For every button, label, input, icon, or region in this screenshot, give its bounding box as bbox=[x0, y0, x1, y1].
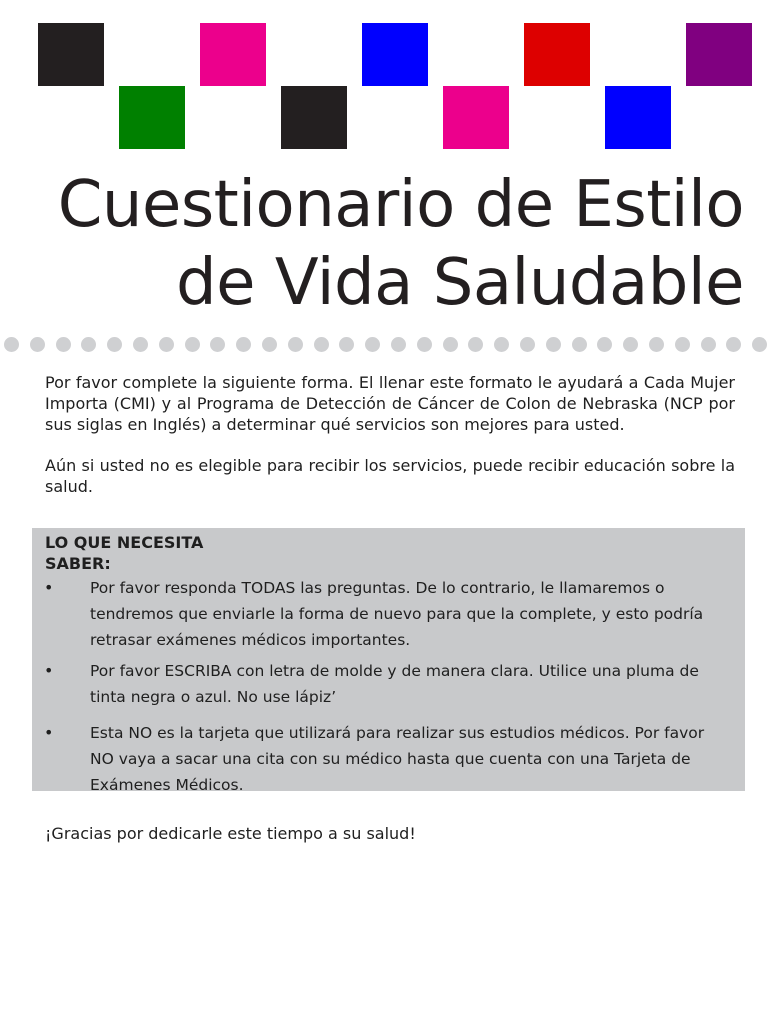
divider-dot bbox=[262, 337, 277, 352]
green-square bbox=[119, 86, 185, 149]
divider-dot bbox=[133, 337, 148, 352]
red-square bbox=[524, 23, 590, 86]
divider-dot bbox=[572, 337, 587, 352]
divider-dot bbox=[107, 337, 122, 352]
bullet-icon: • bbox=[44, 661, 54, 680]
divider-dot bbox=[314, 337, 329, 352]
page-title-line-2: de Vida Saludable bbox=[176, 246, 744, 320]
info-box bbox=[32, 528, 745, 794]
divider-dot bbox=[56, 337, 71, 352]
divider-dot bbox=[520, 337, 535, 352]
divider-dot bbox=[546, 337, 561, 352]
divider-dot bbox=[443, 337, 458, 352]
bullet-icon: • bbox=[44, 578, 54, 597]
divider-dot bbox=[185, 337, 200, 352]
list-item-text: Esta NO es la tarjeta que utilizará para realizar sus estudios médicos. Por favor NO vaya a sacar una cita con su médico hasta que cuenta con una Tarjeta de Exámenes Médicos. bbox=[90, 724, 705, 794]
magenta-square bbox=[443, 86, 509, 149]
list-item-text: Por favor ESCRIBA con letra de molde y de manera clara. Utilice una pluma de tinta negra o azul. No use lápiz’ bbox=[90, 662, 699, 706]
purple-square bbox=[686, 23, 752, 86]
divider-dot bbox=[210, 337, 225, 352]
divider-dot bbox=[365, 337, 380, 352]
divider-dot bbox=[752, 337, 767, 352]
divider-dot bbox=[623, 337, 638, 352]
info-box-heading: LO QUE NECESITA SABER: bbox=[45, 533, 204, 573]
divider-dot bbox=[468, 337, 483, 352]
page-title-line-1: Cuestionario de Estilo bbox=[57, 168, 744, 242]
divider-dot bbox=[159, 337, 174, 352]
divider-dot bbox=[339, 337, 354, 352]
eligibility-paragraph: Aún si usted no es elegible para recibir los servicios, puede recibir educación sobre la salud. bbox=[45, 456, 735, 496]
list-item-text: Por favor responda TODAS las preguntas. De lo contrario, le llamaremos o tendremos que enviarle la forma de nuevo para que la complete, y esto podría retrasar exámenes médicos importantes. bbox=[90, 579, 704, 649]
black-square bbox=[281, 86, 347, 149]
magenta-square bbox=[200, 23, 266, 86]
divider-dot bbox=[81, 337, 96, 352]
divider-dot bbox=[701, 337, 716, 352]
divider-dot bbox=[4, 337, 19, 352]
divider-dot bbox=[649, 337, 664, 352]
divider-dot bbox=[236, 337, 251, 352]
black-square bbox=[38, 23, 104, 86]
closing-message: ¡Gracias por dedicarle este tiempo a su salud! bbox=[45, 824, 416, 843]
dotted-divider bbox=[0, 334, 768, 356]
divider-dot bbox=[494, 337, 509, 352]
divider-dot bbox=[597, 337, 612, 352]
bullet-icon: • bbox=[44, 723, 54, 742]
divider-dot bbox=[675, 337, 690, 352]
intro-paragraph: Por favor complete la siguiente forma. El llenar este formato le ayudará a Cada Mujer Importa (CMI) y al Programa de Detección de Cáncer de Colon de Nebraska (NCP por sus siglas en Inglés) a determinar qué servicios son mejores para usted. bbox=[45, 373, 735, 434]
blue-square bbox=[605, 86, 671, 149]
divider-dot bbox=[30, 337, 45, 352]
divider-dot bbox=[391, 337, 406, 352]
divider-dot bbox=[417, 337, 432, 352]
blue-square bbox=[362, 23, 428, 86]
divider-dot bbox=[726, 337, 741, 352]
divider-dot bbox=[288, 337, 303, 352]
